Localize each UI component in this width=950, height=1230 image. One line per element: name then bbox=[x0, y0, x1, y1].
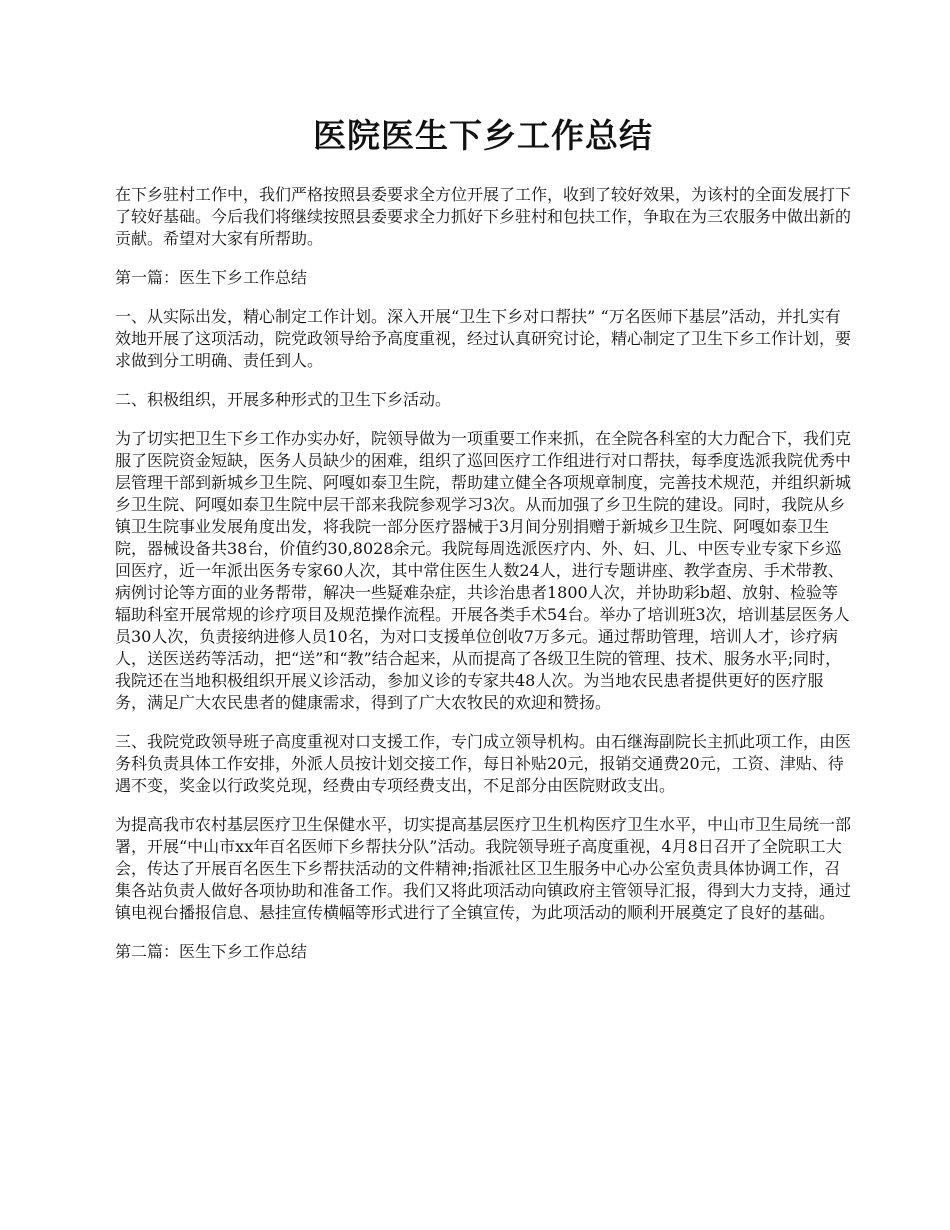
paragraph-planning: 一、从实际出发，精心制定工作计划。深入开展“卫生下乡对口帮扶” “万名医师下基层”活动，并扎实有效地开展了这项活动，院党政领导给予高度重视，经过认真研究讨论，精心制定了卫生下乡工作计划，要求做到分工明确、责任到人。 bbox=[115, 307, 852, 370]
paragraph-leadership: 三、我院党政领导班子高度重视对口支援工作，专门成立领导机构。由石继海副院长主抓此项工作，由医务科负责具体工作安排，外派人员按计划交接工作，每日补贴20元，报销交通费20元，工资、津贴、待遇不变，奖金以行政奖兑现，经费由专项经费支出，不足部分由医院财政支出。 bbox=[115, 732, 852, 795]
intro-paragraph: 在下乡驻村工作中，我们严格按照县委要求全方位开展了工作，收到了较好效果，为该村的全面发展打下了较好基础。今后我们将继续按照县委要求全力抓好下乡驻村和包扶工作，争取在为三农服务中做出新的贡献。希望对大家有所帮助。 bbox=[115, 185, 852, 248]
section-heading-activities: 二、积极组织，开展多种形式的卫生下乡活动。 bbox=[115, 390, 452, 409]
paragraph-activities-detail: 为了切实把卫生下乡工作办实办好，院领导做为一项重要工作来抓，在全院各科室的大力配合下，我们克服了医院资金短缺，医务人员缺少的困难，组织了巡回医疗工作组进行对口帮扶，每季度选派我院优秀中层管理干部到新城乡卫生院、阿嘎如泰卫生院，帮助建立健全各项规章制度，完善技术规范，并组织新城乡卫生院、阿嘎如泰卫生院中层干部来我院参观学习3次。从而加强了乡卫生院的建设。同时，我院从乡镇卫生院事业发展角度出发，将我院一部分医疗器械于3月间分别捐赠于新城乡卫生院、阿嘎如泰卫生院，器械设备共38台，价值约30,8028余元。我院每周选派医疗内、外、妇、儿、中医专业专家下乡巡回医疗，近一年派出医务专家60人次，其中常住医生人数24人，进行专题讲座、教学查房、手术带教、病例讨论等方面的业务帮带，解决一些疑难杂症，共诊治患者1800人次，并协助彩b超、放射、检验等辐助科室开展常规的诊疗项目及规范操作流程。开展各类手术54台。举办了培训班3次，培训基层医务人员30人次，负责接纳进修人员10名，为对口支援单位创收7万多元。通过帮助管理，培训人才，诊疗病人，送医送药等活动，把“送”和“教”结合起来，从而提高了各级卫生院的管理、技术、服务水平;同时，我院还在当地积极组织开展义诊活动，参加义诊的专家共48人次。为当地农民患者提供更好的医疗服务，满足广大农民患者的健康需求，得到了广大农牧民的欢迎和赞扬。 bbox=[115, 429, 852, 712]
paragraph-zhongshan: 为提高我市农村基层医疗卫生保健水平，切实提高基层医疗卫生机构医疗卫生水平，中山市卫生局统一部署，开展“中山市xx年百名医师下乡帮扶分队”活动。我院领导班子高度重视，4月8日召开了全院职工大会，传达了开展百名医生下乡帮扶活动的文件精神;指派社区卫生服务中心办公室负责具体协调工作，召集各站负责人做好各项协助和准备工作。我们又将此项活动向镇政府主管领导汇报，得到大力支持，通过镇电视台播报信息、悬挂宣传横幅等形式进行了全镇宣传，为此项活动的顺利开展奠定了良好的基础。 bbox=[115, 815, 852, 922]
document-page bbox=[115, 112, 851, 980]
section-heading-part-one: 第一篇：医生下乡工作总结 bbox=[115, 268, 308, 287]
section-heading-part-two: 第二篇：医生下乡工作总结 bbox=[115, 942, 308, 961]
page-title: 医院医生下乡工作总结 bbox=[313, 116, 653, 155]
